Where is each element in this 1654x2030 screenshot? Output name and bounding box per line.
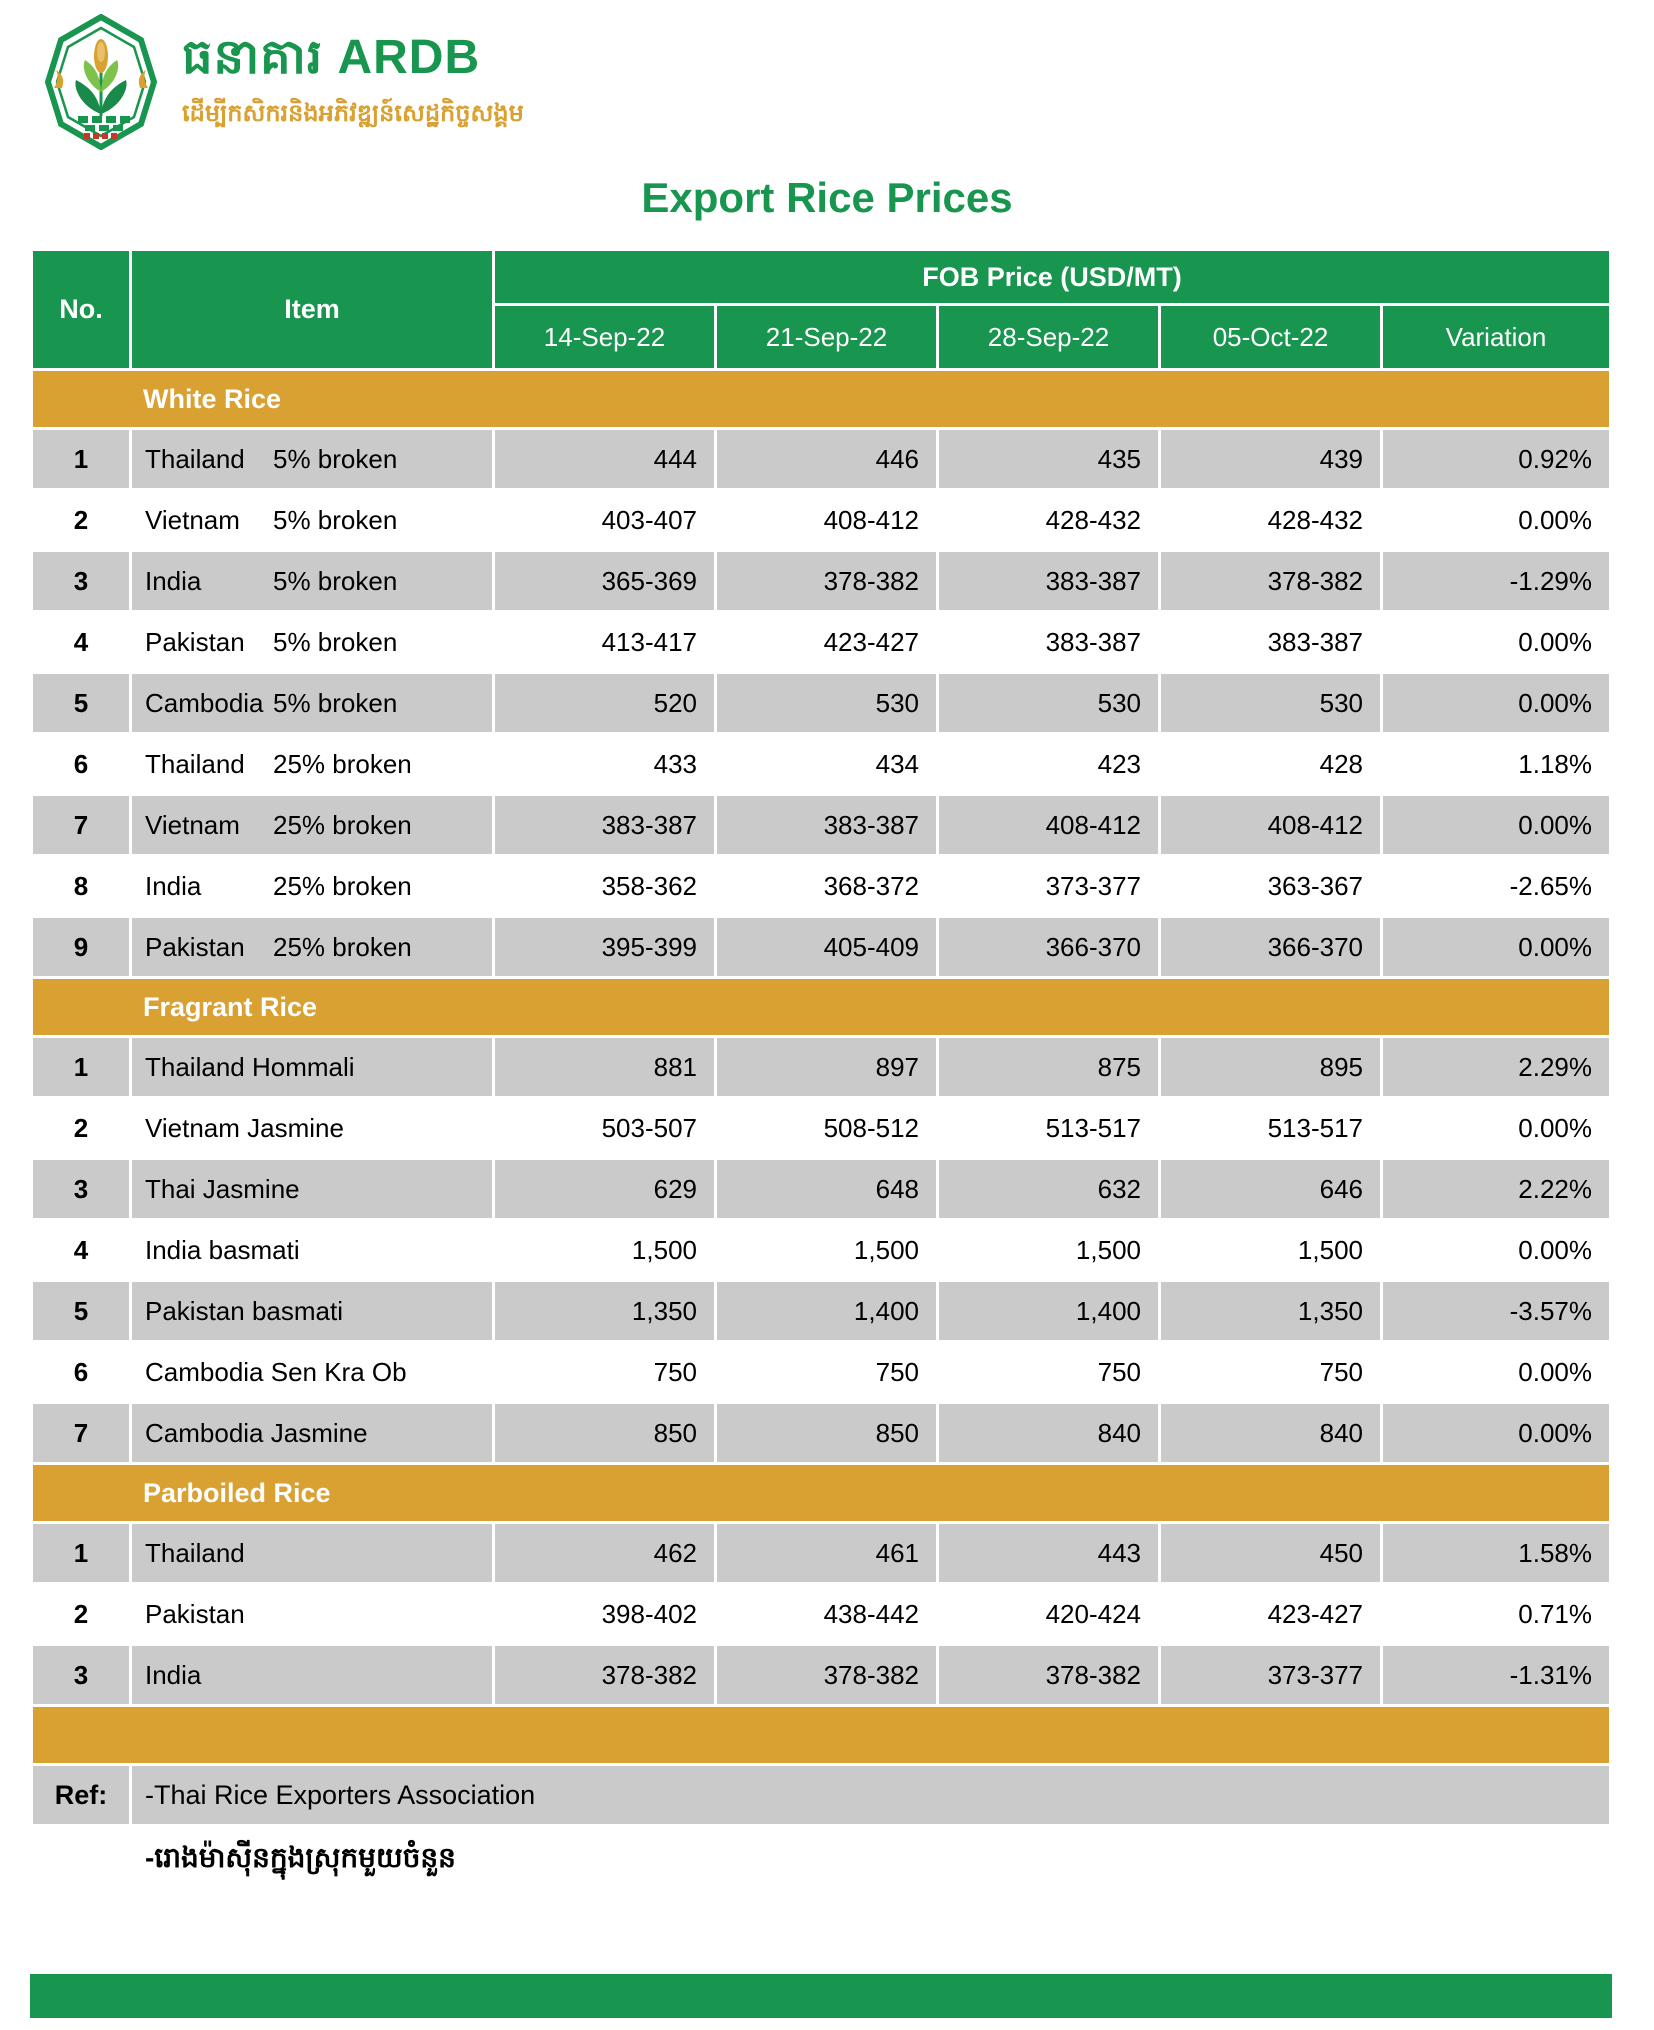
- price-cell: 428: [1161, 735, 1380, 793]
- brand-header: [40, 14, 524, 155]
- item-country: Pakistan: [145, 1598, 245, 1629]
- item-grade: 5% broken: [273, 504, 398, 535]
- item-cell: [132, 1160, 492, 1218]
- price-cell: 434: [717, 735, 936, 793]
- table-row: [33, 1099, 1609, 1157]
- variation-cell: 0.00%: [1383, 1221, 1609, 1279]
- row-number-cell: 2: [33, 1099, 129, 1157]
- variation-cell: -2.65%: [1383, 857, 1609, 915]
- variation-cell: 1.58%: [1383, 1524, 1609, 1582]
- table-row: [33, 1343, 1609, 1401]
- price-cell: 1,400: [717, 1282, 936, 1340]
- table-row: [33, 796, 1609, 854]
- price-cell: 520: [495, 674, 714, 732]
- variation-cell: 1.18%: [1383, 735, 1609, 793]
- bank-name: ធនាគារ ARDB: [182, 31, 481, 84]
- table-row: [33, 674, 1609, 732]
- row-number-cell: 9: [33, 918, 129, 976]
- column-header-variation: Variation: [1383, 306, 1609, 368]
- price-cell: 750: [1161, 1343, 1380, 1401]
- item-country: Pakistan: [145, 626, 245, 657]
- item-country: Cambodia Jasmine: [145, 1417, 368, 1448]
- table-row: [33, 491, 1609, 549]
- price-cell: 530: [939, 674, 1158, 732]
- item-country: India: [145, 1659, 202, 1690]
- price-cell: 366-370: [1161, 918, 1380, 976]
- price-cell: 513-517: [1161, 1099, 1380, 1157]
- item-grade: 5% broken: [273, 443, 398, 474]
- item-cell: [132, 430, 492, 488]
- price-cell: 1,400: [939, 1282, 1158, 1340]
- price-cell: 462: [495, 1524, 714, 1582]
- column-header-date-1: 14-Sep-22: [495, 306, 714, 368]
- item-country: India basmati: [145, 1234, 300, 1265]
- column-header-date-4: 05-Oct-22: [1161, 306, 1380, 368]
- variation-cell: 0.71%: [1383, 1585, 1609, 1643]
- variation-cell: -1.29%: [1383, 552, 1609, 610]
- price-cell: 413-417: [495, 613, 714, 671]
- item-cell: [132, 857, 492, 915]
- price-cell: 365-369: [495, 552, 714, 610]
- rice-price-table: [30, 248, 1612, 1896]
- item-country: Thailand: [145, 748, 245, 779]
- ardb-logo-icon: [40, 14, 162, 155]
- table-row: [33, 857, 1609, 915]
- price-cell: 378-382: [939, 1646, 1158, 1704]
- page-title: Export Rice Prices: [641, 174, 1013, 221]
- row-number-cell: 4: [33, 1221, 129, 1279]
- price-cell: 423-427: [717, 613, 936, 671]
- variation-cell: -3.57%: [1383, 1282, 1609, 1340]
- row-number-cell: 3: [33, 552, 129, 610]
- price-cell: 513-517: [939, 1099, 1158, 1157]
- price-cell: 395-399: [495, 918, 714, 976]
- variation-cell: 2.29%: [1383, 1038, 1609, 1096]
- price-cell: 378-382: [717, 1646, 936, 1704]
- item-cell: [132, 1038, 492, 1096]
- item-grade: 5% broken: [273, 626, 398, 657]
- price-cell: 648: [717, 1160, 936, 1218]
- reference-row: [33, 1766, 1609, 1824]
- price-cell: 408-412: [1161, 796, 1380, 854]
- section-header-white-rice: White Rice: [33, 371, 1609, 427]
- ref-label: Ref:: [33, 1766, 129, 1824]
- row-number-cell: 1: [33, 430, 129, 488]
- table-row: [33, 1524, 1609, 1582]
- price-cell: 398-402: [495, 1585, 714, 1643]
- item-cell: [132, 1646, 492, 1704]
- row-number-cell: 5: [33, 1282, 129, 1340]
- item-cell: [132, 674, 492, 732]
- table-row: [33, 1038, 1609, 1096]
- row-number-cell: 2: [33, 491, 129, 549]
- row-number-cell: 7: [33, 1404, 129, 1462]
- section-row-parboiled-rice: [33, 1465, 1609, 1521]
- table-row: [33, 1160, 1609, 1218]
- price-cell: 646: [1161, 1160, 1380, 1218]
- price-cell: 443: [939, 1524, 1158, 1582]
- price-cell: 1,500: [717, 1221, 936, 1279]
- item-grade: 25% broken: [273, 931, 412, 962]
- item-country: Pakistan basmati: [145, 1295, 343, 1326]
- footer-note-khmer: -រោងម៉ាស៊ីនក្នុងស្រុកមួយចំនួន: [132, 1827, 1609, 1893]
- table-row: [33, 613, 1609, 671]
- price-cell: 875: [939, 1038, 1158, 1096]
- row-number-cell: 7: [33, 796, 129, 854]
- price-cell: 840: [939, 1404, 1158, 1462]
- price-cell: 881: [495, 1038, 714, 1096]
- price-cell: 373-377: [939, 857, 1158, 915]
- item-cell: [132, 1282, 492, 1340]
- price-cell: 850: [495, 1404, 714, 1462]
- price-cell: 423: [939, 735, 1158, 793]
- price-cell: 403-407: [495, 491, 714, 549]
- section-header-fragrant-rice: Fragrant Rice: [33, 979, 1609, 1035]
- price-cell: 438-442: [717, 1585, 936, 1643]
- price-cell: 383-387: [1161, 613, 1380, 671]
- item-country: India: [145, 565, 202, 596]
- price-cell: 433: [495, 735, 714, 793]
- price-cell: 750: [495, 1343, 714, 1401]
- item-cell: [132, 918, 492, 976]
- price-cell: 503-507: [495, 1099, 714, 1157]
- price-cell: 840: [1161, 1404, 1380, 1462]
- section-header-parboiled-rice: Parboiled Rice: [33, 1465, 1609, 1521]
- price-cell: 446: [717, 430, 936, 488]
- item-country: Vietnam Jasmine: [145, 1112, 344, 1143]
- column-header-fob: FOB Price (USD/MT): [495, 251, 1609, 303]
- table-row: [33, 1646, 1609, 1704]
- item-cell: [132, 1585, 492, 1643]
- price-cell: 632: [939, 1160, 1158, 1218]
- variation-cell: 0.00%: [1383, 1404, 1609, 1462]
- variation-cell: 0.00%: [1383, 918, 1609, 976]
- price-cell: 408-412: [717, 491, 936, 549]
- price-cell: 435: [939, 430, 1158, 488]
- price-cell: 850: [717, 1404, 936, 1462]
- item-country: Thai Jasmine: [145, 1173, 300, 1204]
- variation-cell: 2.22%: [1383, 1160, 1609, 1218]
- item-cell: [132, 613, 492, 671]
- price-cell: 428-432: [939, 491, 1158, 549]
- price-cell: 383-387: [717, 796, 936, 854]
- item-country: Cambodia Sen Kra Ob: [145, 1356, 407, 1387]
- row-number-cell: 6: [33, 1343, 129, 1401]
- price-cell: 366-370: [939, 918, 1158, 976]
- item-cell: [132, 796, 492, 854]
- item-cell: [132, 491, 492, 549]
- item-grade: 5% broken: [273, 565, 398, 596]
- item-cell: [132, 1221, 492, 1279]
- table-row: [33, 1221, 1609, 1279]
- price-cell: 1,350: [495, 1282, 714, 1340]
- variation-cell: 0.00%: [1383, 1099, 1609, 1157]
- item-cell: [132, 1343, 492, 1401]
- column-header-item: Item: [132, 251, 492, 368]
- price-cell: 450: [1161, 1524, 1380, 1582]
- column-header-date-3: 28-Sep-22: [939, 306, 1158, 368]
- price-cell: 1,500: [1161, 1221, 1380, 1279]
- price-cell: 408-412: [939, 796, 1158, 854]
- column-header-no: No.: [33, 251, 129, 368]
- row-number-cell: 8: [33, 857, 129, 915]
- item-grade: 25% broken: [273, 809, 412, 840]
- item-country: Thailand Hommali: [145, 1051, 355, 1082]
- item-cell: [132, 1099, 492, 1157]
- price-cell: 1,500: [495, 1221, 714, 1279]
- row-number-cell: 6: [33, 735, 129, 793]
- variation-cell: 0.00%: [1383, 796, 1609, 854]
- row-number-cell: 4: [33, 613, 129, 671]
- variation-cell: 0.92%: [1383, 430, 1609, 488]
- gold-divider-bar: [33, 1707, 1609, 1763]
- item-country: Thailand: [145, 443, 245, 474]
- price-cell: 383-387: [939, 613, 1158, 671]
- item-country: Thailand: [145, 1537, 245, 1568]
- price-cell: 428-432: [1161, 491, 1380, 549]
- item-cell: [132, 735, 492, 793]
- variation-cell: 0.00%: [1383, 491, 1609, 549]
- item-country: Cambodia: [145, 687, 264, 718]
- price-cell: 461: [717, 1524, 936, 1582]
- price-cell: 444: [495, 430, 714, 488]
- price-cell: 508-512: [717, 1099, 936, 1157]
- price-cell: 750: [939, 1343, 1158, 1401]
- price-cell: 897: [717, 1038, 936, 1096]
- price-cell: 378-382: [1161, 552, 1380, 610]
- price-cell: 629: [495, 1160, 714, 1218]
- price-cell: 530: [1161, 674, 1380, 732]
- variation-cell: 0.00%: [1383, 1343, 1609, 1401]
- price-cell: 423-427: [1161, 1585, 1380, 1643]
- item-country: Vietnam: [145, 504, 240, 535]
- table-header-row-1: [33, 251, 1609, 303]
- item-country: Vietnam: [145, 809, 240, 840]
- table-row: [33, 552, 1609, 610]
- item-grade: 25% broken: [273, 870, 412, 901]
- price-cell: 405-409: [717, 918, 936, 976]
- row-number-cell: 2: [33, 1585, 129, 1643]
- table-row: [33, 1404, 1609, 1462]
- price-cell: 420-424: [939, 1585, 1158, 1643]
- price-cell: 368-372: [717, 857, 936, 915]
- item-cell: [132, 1524, 492, 1582]
- footer-note-row: [33, 1827, 1609, 1893]
- row-number-cell: 3: [33, 1646, 129, 1704]
- table-row: [33, 1282, 1609, 1340]
- price-cell: 383-387: [495, 796, 714, 854]
- item-grade: 5% broken: [273, 687, 398, 718]
- price-cell: 378-382: [495, 1646, 714, 1704]
- empty-gold-row: [33, 1707, 1609, 1763]
- section-row-fragrant-rice: [33, 979, 1609, 1035]
- price-cell: 383-387: [939, 552, 1158, 610]
- ref-source-text: -Thai Rice Exporters Association: [132, 1766, 1609, 1824]
- row-number-cell: 1: [33, 1038, 129, 1096]
- row-number-cell: 5: [33, 674, 129, 732]
- price-cell: 363-367: [1161, 857, 1380, 915]
- item-country: Pakistan: [145, 931, 245, 962]
- item-cell: [132, 552, 492, 610]
- variation-cell: 0.00%: [1383, 674, 1609, 732]
- row-number-cell: 1: [33, 1524, 129, 1582]
- item-grade: 25% broken: [273, 748, 412, 779]
- price-cell: 530: [717, 674, 936, 732]
- column-header-date-2: 21-Sep-22: [717, 306, 936, 368]
- bottom-green-bar: [30, 1974, 1612, 2018]
- price-cell: 895: [1161, 1038, 1380, 1096]
- price-cell: 358-362: [495, 857, 714, 915]
- item-cell: [132, 1404, 492, 1462]
- variation-cell: -1.31%: [1383, 1646, 1609, 1704]
- brand-text: [182, 14, 524, 133]
- price-cell: 750: [717, 1343, 936, 1401]
- item-country: India: [145, 870, 202, 901]
- variation-cell: 0.00%: [1383, 613, 1609, 671]
- price-cell: 373-377: [1161, 1646, 1380, 1704]
- price-cell: 378-382: [717, 552, 936, 610]
- table-row: [33, 1585, 1609, 1643]
- table-row: [33, 735, 1609, 793]
- table-row: [33, 918, 1609, 976]
- price-cell: 1,350: [1161, 1282, 1380, 1340]
- price-cell: 1,500: [939, 1221, 1158, 1279]
- footer-note-spacer: [33, 1827, 129, 1893]
- bank-tagline: ដើម្បីកសិករនិងអភិវឌ្ឍន៍សេដ្ឋកិច្ចសង្គម: [182, 100, 524, 127]
- row-number-cell: 3: [33, 1160, 129, 1218]
- section-row-white-rice: [33, 371, 1609, 427]
- price-cell: 439: [1161, 430, 1380, 488]
- table-row: [33, 430, 1609, 488]
